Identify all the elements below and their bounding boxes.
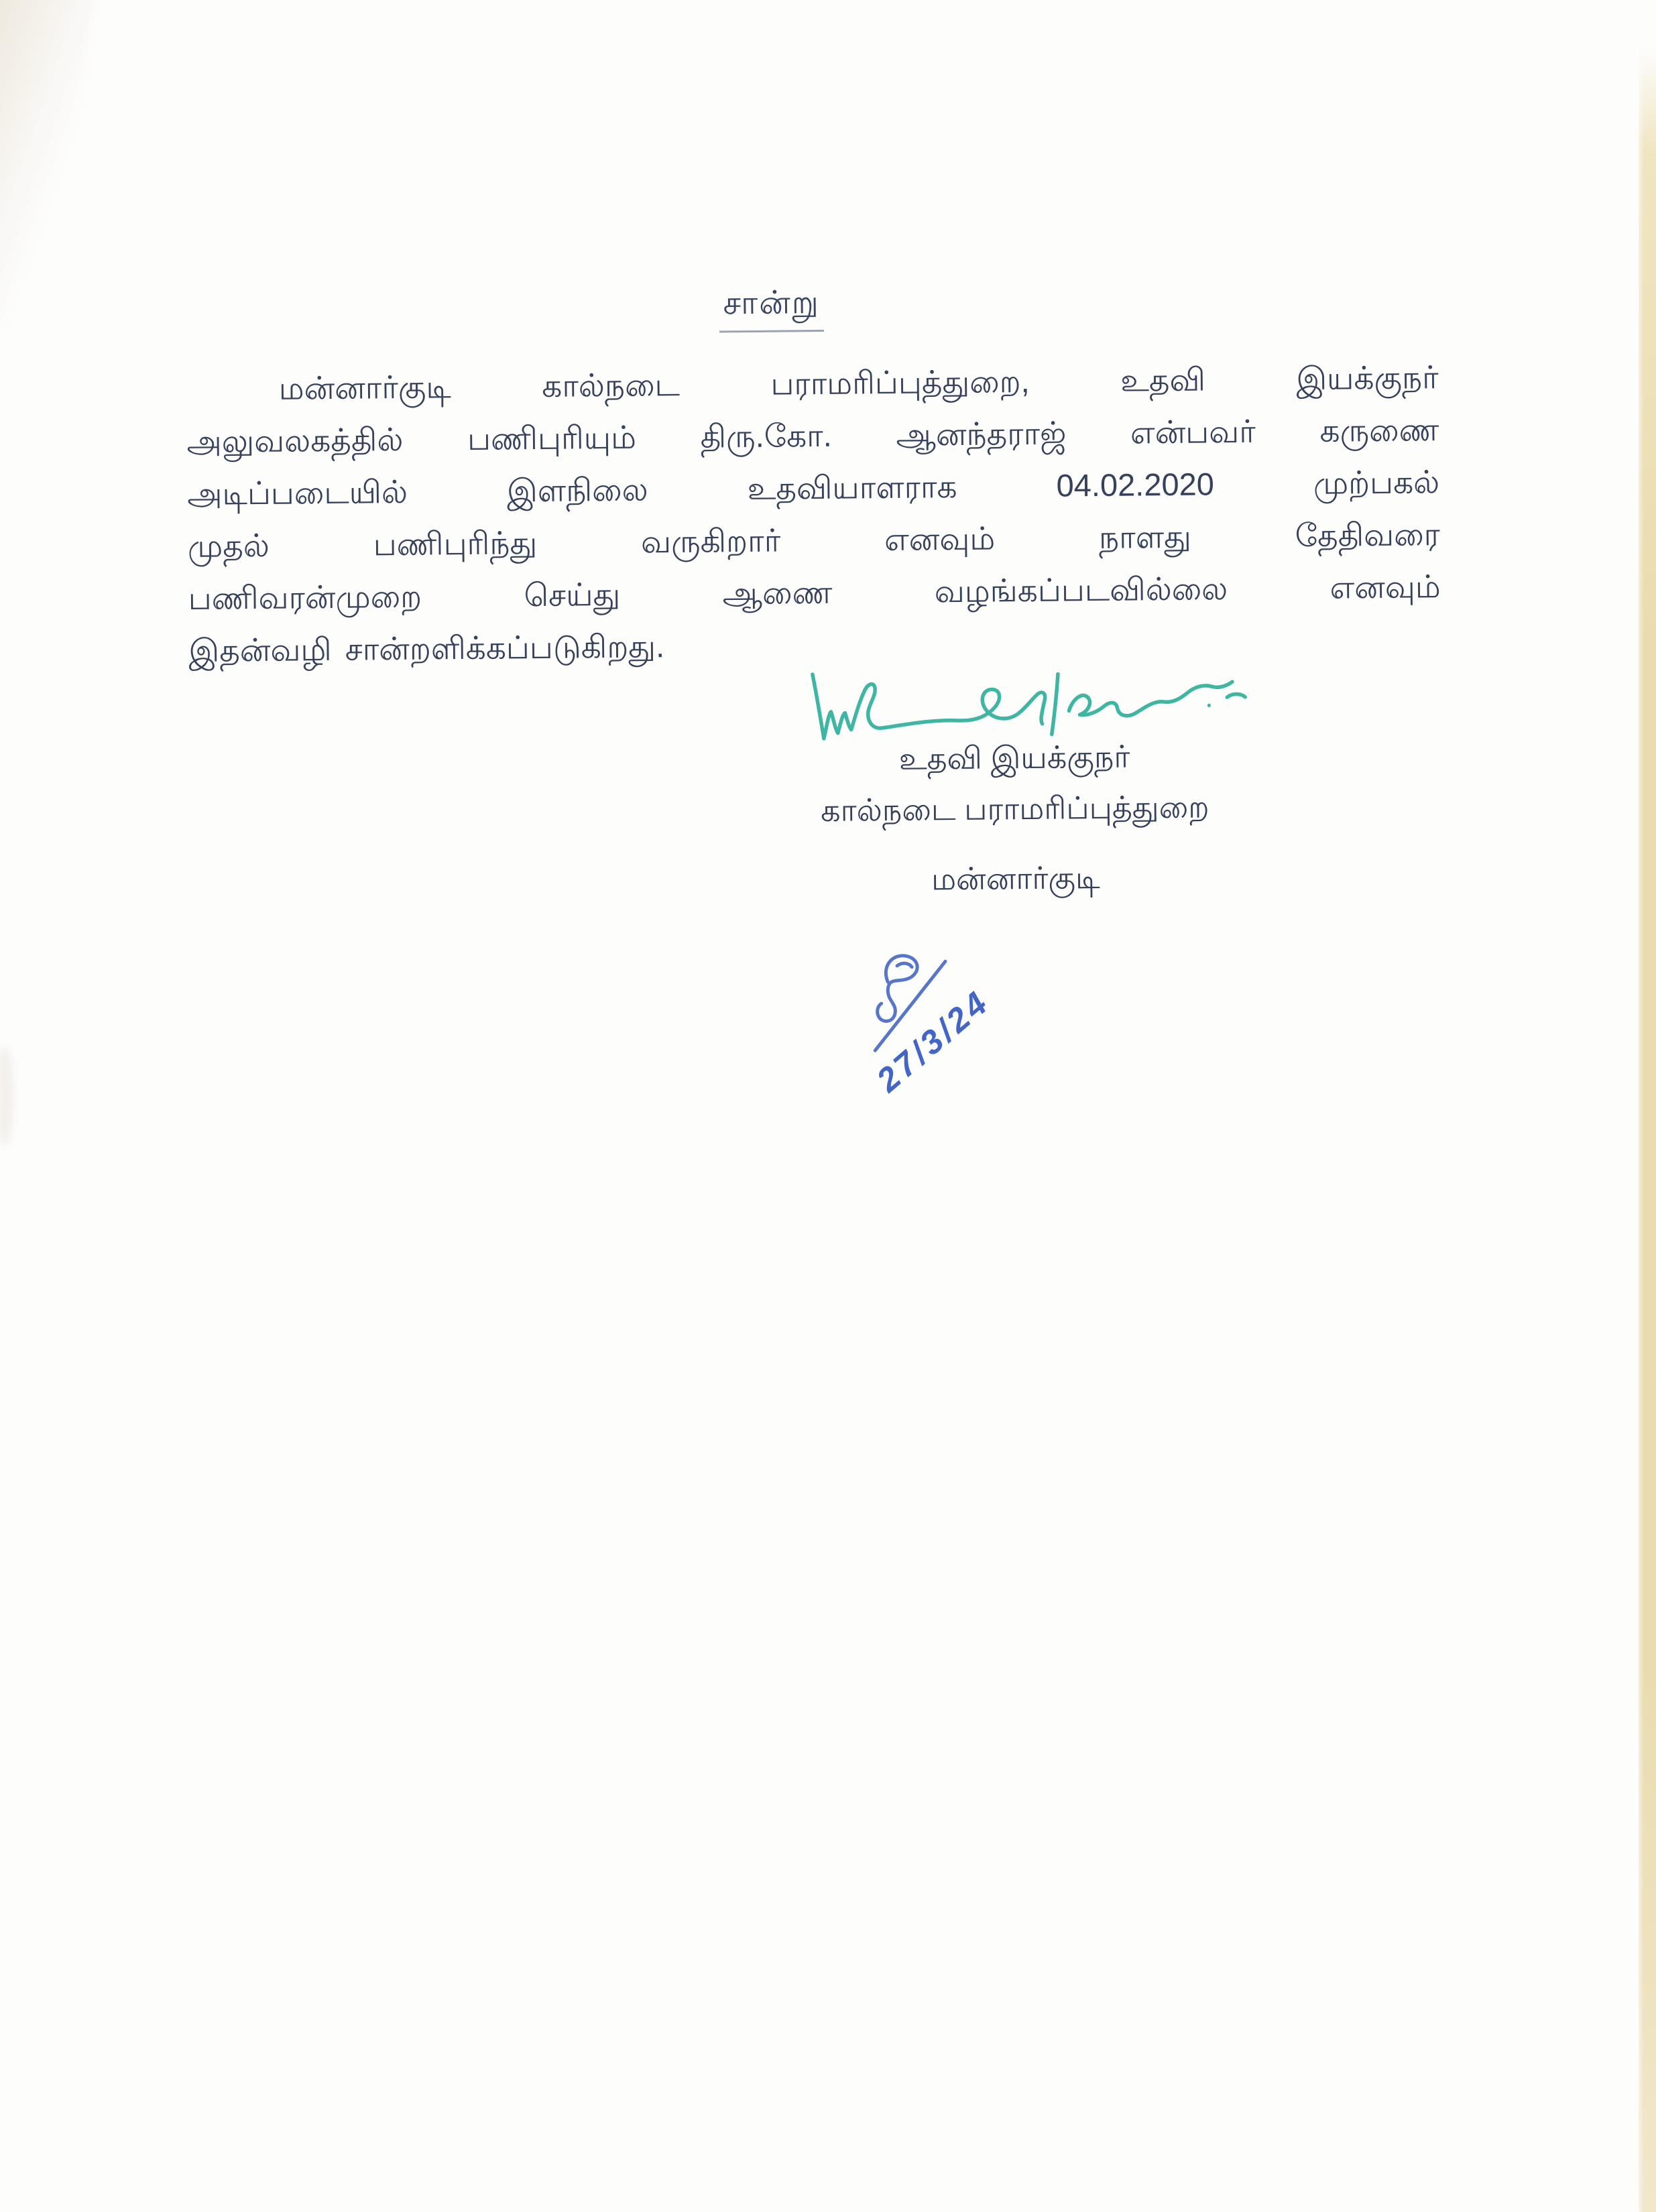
paragraph-word: இதன்வழி — [188, 631, 332, 669]
paragraph-word: திரு.கோ. — [700, 417, 833, 454]
paragraph-word: முற்பகல் — [1313, 464, 1440, 501]
paragraph-word: அலுவலகத்தில் — [186, 421, 404, 460]
certificate-paragraph — [186, 359, 1441, 684]
joining-date: 04.02.2020 — [1056, 466, 1215, 503]
paragraph-line — [188, 620, 1441, 684]
paragraph-word: பணிபுரிந்து — [373, 525, 538, 562]
paragraph-word: தேதிவரை — [1295, 516, 1441, 554]
paragraph-word: எனவும் — [884, 520, 996, 558]
paragraph-word: நாளது — [1098, 518, 1192, 555]
paragraph-word: உதவி — [1120, 361, 1206, 398]
paragraph-word: பராமரிப்புத்துறை, — [770, 363, 1030, 402]
paragraph-word: ஆனந்தராஜ் — [896, 415, 1067, 452]
signatory-place: மன்னார்குடி — [931, 859, 1100, 897]
signatory-department: கால்நடை பராமரிப்புத்துறை — [820, 789, 1209, 828]
handwritten-date: 27/3/24 — [869, 982, 997, 1099]
paragraph-word: இயக்குநர் — [1296, 359, 1439, 397]
document-title: சான்று — [719, 284, 824, 332]
paragraph-word: என்பவர் — [1130, 413, 1256, 450]
paragraph-word: வழங்கப்படவில்லை — [934, 570, 1228, 609]
paragraph-word: உதவியாளராக — [747, 468, 957, 506]
paragraph-word: இளநிலை — [506, 471, 648, 509]
scan-smudge-left — [0, 1046, 13, 1146]
signatory-designation: உதவி இயக்குநர் — [898, 739, 1130, 776]
paragraph-word: கால்நடை — [541, 366, 681, 404]
paragraph-word: அடிப்படையில் — [187, 473, 408, 512]
paragraph-word: முதல் — [187, 527, 270, 564]
paragraph-word: மன்னார்குடி — [278, 369, 452, 406]
paragraph-word: வருகிறார் — [640, 522, 781, 560]
paragraph-word: பணிபுரியும் — [467, 419, 637, 457]
initials-scribble — [874, 955, 946, 1050]
paragraph-word: ஆணை — [722, 574, 833, 611]
paragraph-word: பணிவரன்முறை — [188, 578, 422, 617]
document-content — [185, 273, 1446, 1223]
handwritten-note — [857, 935, 1032, 1104]
paragraph-word: கருணை — [1319, 412, 1439, 448]
paragraph-word: செய்து — [524, 576, 621, 613]
paragraph-word: சான்றளிக்கப்படுகிறது. — [345, 628, 665, 667]
signature-block — [746, 737, 1284, 910]
paper-edge-fade — [1635, 47, 1644, 2212]
paragraph-word: எனவும் — [1329, 568, 1441, 605]
scan-smudge-top-left — [0, 0, 97, 347]
signature-scribble — [813, 670, 1246, 739]
